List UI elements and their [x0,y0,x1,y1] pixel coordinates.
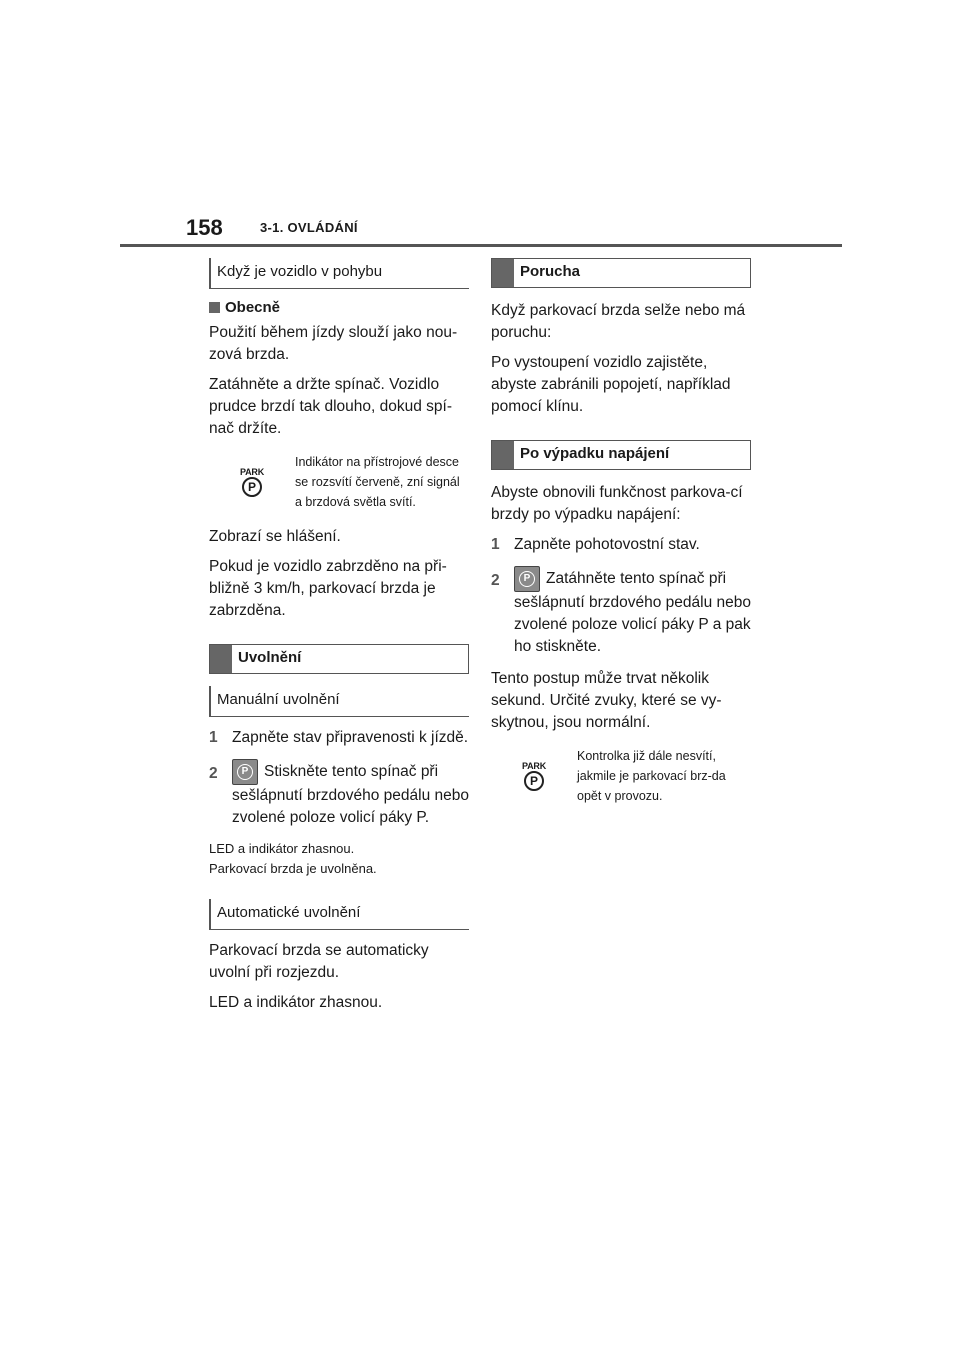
step-text: Zapněte stav připravenosti k jízdě. [232,729,469,746]
paragraph: Abyste obnovili funkčnost parkova-cí brzdy po výpadku napájení: [491,484,743,523]
step-2 [209,759,469,829]
note: Parkovací brzda je uvolněna. [209,861,377,876]
indicator-row [491,746,751,806]
heading-release-label: Uvolnění [238,649,302,666]
step-number: 1 [491,536,500,553]
right-column [491,258,751,820]
heading-marker [492,441,514,469]
step-content [232,759,469,829]
step-content [514,566,751,658]
heading-fault [491,258,751,288]
indicator-description: Kontrolka již dále nesvítí, jakmile je parkovací brz-da opět v provozu. [577,749,726,803]
paragraph: Zobrazí se hlášení. [209,528,341,545]
heading-release [209,644,469,674]
parking-brake-switch-icon [514,566,540,592]
park-icon-label: PARK [239,467,265,477]
subheading-general [209,299,469,316]
step-number: 2 [209,765,218,782]
heading-power-failure [491,440,751,470]
paragraph: Parkovací brzda se automaticky uvolní při rozjezdu. [209,942,429,981]
step-1 [209,727,469,749]
heading-manual-release: Manuální uvolnění [209,686,469,717]
heading-marker [492,259,514,287]
paragraph: LED a indikátor zhasnou. [209,994,383,1011]
switch-letter: P [237,764,253,780]
subheading-general-label: Obecně [225,299,281,316]
step-text: Zatáhněte tento spínač při sešlápnutí brzdového pedálu nebo zvolené poloze volicí páky P a pak ho stiskněte. [514,570,751,655]
heading-automatic-release: Automatické uvolnění [209,899,469,930]
indicator-description: Indikátor na přístrojové desce se rozsvítí červeně, zní signál a brzdová světla svítí. [295,455,460,509]
chapter-title: 3-1. OVLÁDÁNÍ [260,220,358,235]
heading-power-failure-label: Po výpadku napájení [520,445,670,462]
parking-brake-switch-icon [232,759,258,785]
park-brake-indicator-icon [240,467,264,497]
left-column [209,258,469,1022]
park-brake-indicator-icon [522,761,546,791]
paragraph: Zatáhněte a držte spínač. Vozidlo prudce brzdí tak dlouho, dokud spí-nač držíte. [209,376,452,437]
paragraph: Když parkovací brzda selže nebo má poruchu: [491,302,746,341]
park-icon-letter: P [242,477,262,497]
park-icon-label: PARK [521,761,547,771]
heading-marker [210,645,232,673]
step-1 [491,534,751,556]
paragraph: Po vystoupení vozidlo zajistěte, abyste zabránili popojetí, například pomocí klínu. [491,354,731,415]
note: LED a indikátor zhasnou. [209,841,355,856]
square-bullet-icon [209,302,220,313]
paragraph: Pokud je vozidlo zabrzděno na při-bližně 3 km/h, parkovací brzda je zabrzděna. [209,558,447,619]
park-icon-letter: P [524,771,544,791]
indicator-row [209,452,469,512]
step-text: Zapněte pohotovostní stav. [514,536,700,553]
heading-fault-label: Porucha [520,263,581,280]
page-number: 158 [186,215,223,240]
step-number: 1 [209,729,218,746]
paragraph: Použití během jízdy slouží jako nou-zová brzda. [209,324,458,363]
paragraph: Tento postup může trvat několik sekund. Určité zvuky, které se vy-skytnou, jsou normální. [491,670,722,731]
heading-vehicle-moving: Když je vozidlo v pohybu [209,258,469,289]
step-number: 2 [491,572,500,589]
step-text: Stiskněte tento spínač při sešlápnutí brzdového pedálu nebo zvolené poloze volicí páky P. [232,763,469,826]
switch-letter: P [519,571,535,587]
step-2 [491,566,751,658]
header-rule [120,244,842,247]
